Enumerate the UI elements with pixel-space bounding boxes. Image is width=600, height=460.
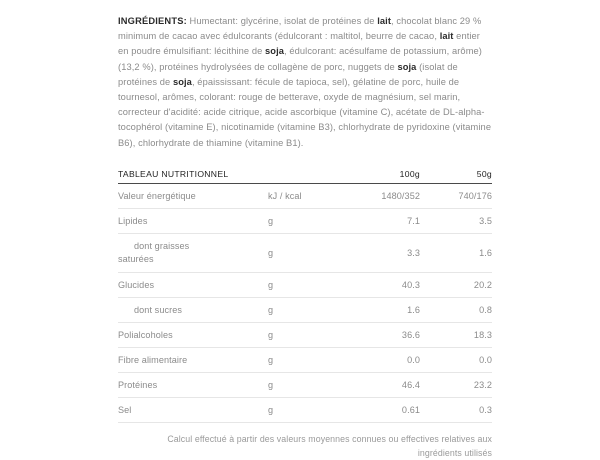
nutrient-label: Polialcoholes [118, 329, 173, 340]
table-row [118, 397, 492, 422]
table-header-row [118, 165, 492, 184]
table-title: TABLEAU NUTRITIONNEL [118, 168, 229, 179]
allergen-emphasis: lait [439, 31, 454, 42]
nutrient-value-100g: 7.1 [407, 215, 420, 226]
nutrient-value-100g: 1.6 [407, 304, 420, 315]
footnote [118, 432, 492, 460]
allergen-emphasis: soja [397, 61, 417, 72]
nutrient-value-100g: 36.6 [401, 329, 420, 340]
allergen-emphasis: lait [377, 16, 392, 26]
nutrient-unit: g [268, 279, 274, 290]
footnote-line-1: Calcul effectué à partir des valeurs moyennes connues ou effectives relatives [167, 433, 475, 444]
ingredients-paragraph [118, 14, 492, 151]
nutrient-value-100g: 1480/352 [381, 190, 420, 201]
table-row [118, 183, 492, 208]
nutrient-value-50g: 0.3 [479, 404, 492, 415]
table-row [118, 322, 492, 347]
nutrient-value-100g: 0.61 [401, 404, 420, 415]
nutrient-unit: g [268, 404, 274, 415]
nutrient-value-50g: 1.6 [479, 247, 492, 258]
allergen-emphasis: soja [265, 46, 285, 57]
nutrient-unit: g [268, 379, 274, 390]
column-header-unit [268, 165, 342, 184]
nutrition-table-head [118, 165, 492, 184]
allergen-emphasis: soja [172, 76, 192, 87]
table-row [118, 297, 492, 322]
ingredients-body: Humectant: glycérine, isolat de protéines de lait, chocolat blanc 29 % minimum de cacao avec édulcorants (édulcorant : maltitol, beurre de cacao, lait entier en poudre émulsifiant: lécithine de soja, édulcorant: acésulfame de potassium, arôme) (13,2 %), protéines hydrolysées de collagène de porc, nuggets de soja (isolat de protéines de soja, épaississant: fécule de tapioca, sel), gélatine de porc, huile de tournesol, arômes, colorant: rouge de betterave, oxyde de magnésium, sel marin, correcteur d'acidité: acide citrique, acide ascorbique (vitamine C), acétate de DL-alpha-tocophérol (vitamine E), nicotinamide (vitamine B3), chlorhydrate de pyridoxine (vitamine B6), chlorhydrate de thiamine (vitamine B1). [118, 16, 492, 148]
table-row [118, 208, 492, 233]
nutrient-value-100g: 46.4 [401, 379, 420, 390]
nutrient-value-50g: 3.5 [479, 215, 492, 226]
nutrient-label: dont graisses saturées [118, 233, 268, 272]
column-header-100g: 100g [399, 168, 420, 179]
nutrient-unit: g [268, 329, 274, 340]
nutrient-value-50g: 20.2 [473, 279, 492, 290]
nutrient-label-continuation: saturées [118, 253, 154, 264]
nutrient-unit: g [268, 304, 274, 315]
nutrient-label: Protéines [118, 379, 158, 390]
nutrient-label: Sel [118, 404, 132, 415]
nutrient-value-50g: 740/176 [458, 190, 492, 201]
nutrient-value-50g: 18.3 [473, 329, 492, 340]
nutrient-unit: kJ / kcal [268, 190, 302, 201]
nutrient-value-100g: 40.3 [401, 279, 420, 290]
nutrient-value-100g: 3.3 [407, 247, 420, 258]
nutrient-label: Valeur énergétique [118, 190, 196, 201]
nutrient-value-50g: 0.0 [479, 354, 492, 365]
nutrient-label: Glucides [118, 279, 155, 290]
column-header-50g: 50g [476, 168, 492, 179]
nutrient-unit: g [268, 247, 274, 258]
ingredients-heading: INGRÉDIENTS: [118, 16, 187, 26]
table-row [118, 272, 492, 297]
nutrient-label: Lipides [118, 215, 148, 226]
nutrient-label: Fibre alimentaire [118, 354, 188, 365]
nutrient-unit: g [268, 215, 274, 226]
table-row [118, 372, 492, 397]
nutrient-value-100g: 0.0 [407, 354, 420, 365]
nutrient-value-50g: 0.8 [479, 304, 492, 315]
nutrition-table-body [118, 183, 492, 422]
footnote-line-2: aux ingrédients utilisés [417, 433, 492, 458]
nutrient-value-50g: 23.2 [473, 379, 492, 390]
table-row [118, 347, 492, 372]
table-row [118, 233, 492, 272]
nutrition-table [118, 165, 492, 423]
nutrient-label: dont sucres [134, 304, 183, 315]
nutrient-unit: g [268, 354, 274, 365]
